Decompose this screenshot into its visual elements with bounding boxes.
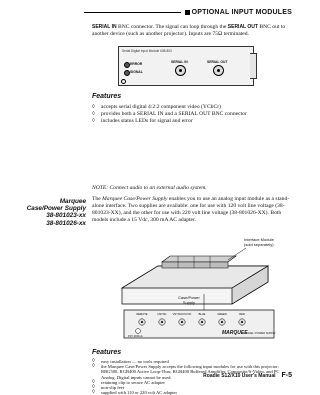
serial-module-figure — [118, 46, 254, 86]
sidehead-line: Case/Power Supply — [26, 205, 86, 213]
list-item: ◊ includes status LEDs for signal and error — [92, 118, 292, 125]
intro-text-1: BNC connector. The signal can loop through the — [116, 24, 228, 30]
case-illustration — [118, 236, 278, 340]
intro-paragraph — [92, 24, 292, 38]
intro-text-2: BNC out to another device (such as another projector). Inputs are 75Ω terminated. — [92, 24, 286, 37]
list-item: ◊ provides both a SERIAL IN and a SERIAL OUT BNC connector — [92, 111, 292, 118]
header-block — [181, 9, 296, 16]
page-footer — [203, 372, 292, 379]
module-handle — [250, 53, 257, 79]
case-brand: Marquee Case/Power Supply — [102, 196, 168, 202]
page-number: F-5 — [281, 372, 292, 379]
callout-line: Interface Module — [244, 237, 274, 242]
serial-out-term: SERIAL OUT — [227, 24, 258, 30]
case-text-2: enables you to use an analog input module as a stand-alone interface. Two supplies are available: one for use with 120 volt line voltage (38-801023-XX), and the other for use with 220 volt line voltage (38-801026-XX). Both models include a 15 Vdc, 300 mA AC adapter. — [92, 196, 290, 223]
manual-title: Roadie S12/X10 User's Manual — [203, 373, 276, 379]
port-pin-icon — [181, 321, 183, 323]
screw-icon — [121, 79, 126, 84]
header-square-icon — [185, 10, 190, 15]
callout-line: (sold separately) — [244, 241, 274, 247]
list-item: ◊ the Marquee Case/Power Supply accepts the following input modules for use with this projector: RBG500, RGB400 Active Loop-Thru, RGB400 Buffered Amplifier, Composite/S-Video, and PC Analog. Digital inputs cannot be used. — [92, 364, 292, 380]
case-power-supply-figure — [118, 236, 278, 340]
section-sidehead — [8, 198, 86, 227]
serial-in-term: SERIAL IN — [92, 24, 117, 30]
serial-in-bnc-icon — [175, 65, 186, 76]
case-text-1: The — [92, 196, 103, 202]
power-label: 15V 300mA — [128, 334, 143, 338]
port-pin-icon — [161, 321, 163, 323]
serial-in-bnc-label: SERIAL IN — [171, 60, 188, 64]
features-heading: Features — [92, 93, 122, 100]
list-item: ◊ non-slip feet — [92, 385, 292, 390]
page-header — [0, 6, 300, 19]
marquee-brand: MARQUEE — [222, 330, 248, 336]
serial-out-bnc-icon — [213, 65, 224, 76]
features-heading-2: Features — [92, 349, 122, 356]
features-list — [92, 104, 292, 125]
sidehead-line: Marquee — [59, 198, 86, 205]
header-title: OPTIONAL INPUT MODULES — [191, 9, 292, 16]
port-pin-icon — [221, 321, 223, 323]
port-label: REMOTE — [136, 313, 148, 316]
callout-line: Supply — [182, 299, 196, 305]
case-paragraph — [92, 196, 292, 224]
module-label: Serial Digital Input Module #38-803 — [122, 49, 172, 53]
sidehead-line: 38-801026-xx — [46, 219, 86, 227]
port-label: GREEN — [217, 313, 227, 316]
list-item: ◊ supplied with 110 or 220 volt AC adapter — [92, 390, 292, 395]
signal-led-label: SIGNAL — [130, 70, 143, 74]
list-item: ◊ accepts serial digital 4:2:2 component video (YCbCr) — [92, 104, 292, 111]
port-pin-icon — [241, 321, 243, 323]
module-callout — [244, 238, 274, 247]
serial-out-bnc-label: SERIAL OUT — [207, 60, 228, 64]
port-label: BLUE — [198, 313, 206, 316]
audio-note: NOTE: Connect audio to an external audio system. — [92, 185, 207, 191]
list-item: ◊ easy installation — no tools required — [92, 359, 292, 364]
marquee-brand-sub: CASE / POWER SUPPLY — [246, 332, 276, 335]
port-label: HSYNC — [157, 313, 167, 316]
case-callout — [178, 296, 200, 305]
port-label: VSYNC/CSYNC — [172, 313, 192, 316]
list-item: ◊ retaining clip to secure AC adapter — [92, 380, 292, 385]
callout-line: Case/Power — [178, 295, 200, 300]
error-led-label: ERROR — [130, 62, 143, 66]
port-pin-icon — [201, 321, 203, 323]
sidehead-line: 38-801023-xx — [46, 212, 86, 220]
port-pin-icon — [141, 321, 143, 323]
port-label: RED — [239, 313, 245, 316]
